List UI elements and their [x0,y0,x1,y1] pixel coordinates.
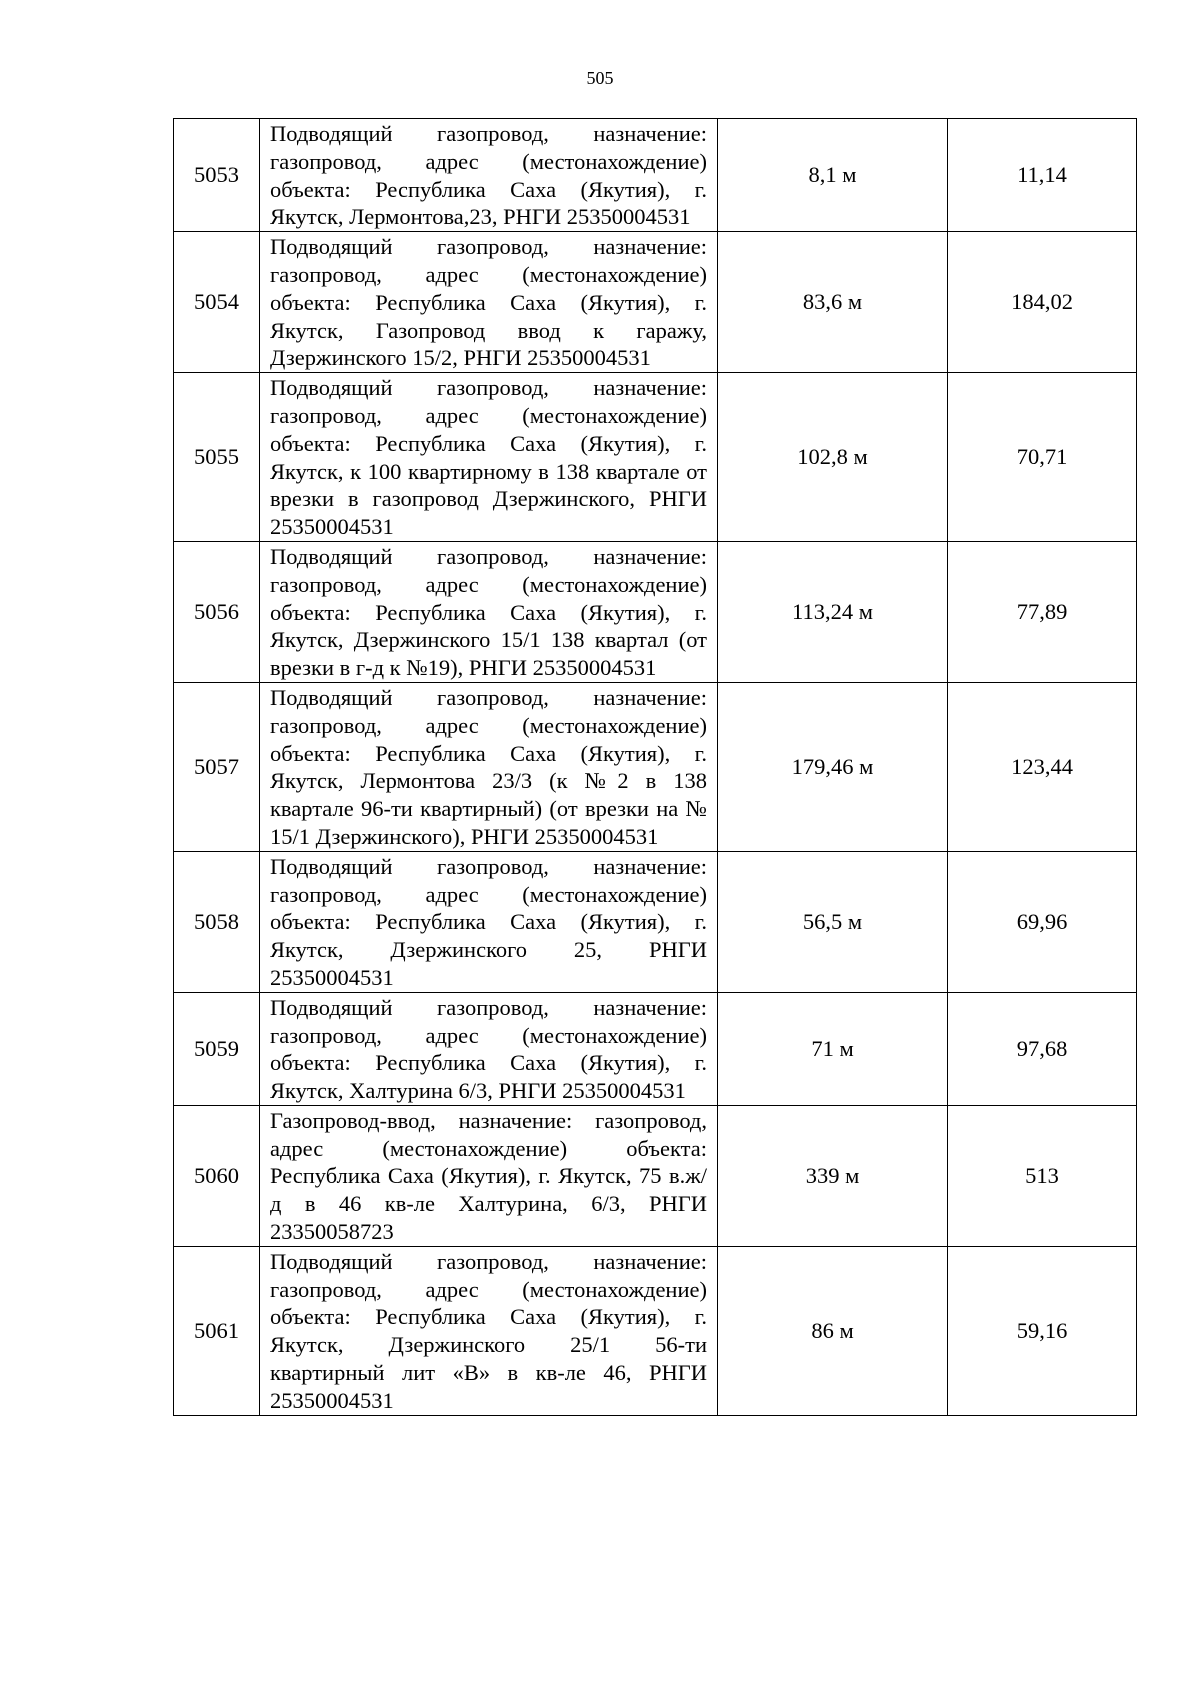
object-value: 97,68 [948,992,1137,1105]
object-length: 56,5 м [718,851,948,992]
object-description: Подводящий газопровод, назначение: газопровод, адрес (местонахождение) объекта: Республика Саха (Якутия), г. Якутск, Халтурина 6/3, РНГИ 25350004531 [260,992,718,1105]
object-value: 513 [948,1105,1137,1246]
table-row [174,541,1137,682]
object-value: 69,96 [948,851,1137,992]
object-description: Подводящий газопровод, назначение: газопровод, адрес (местонахождение) объекта: Республика Саха (Якутия), г. Якутск, Газопровод ввод к гаражу, Дзержинского 15/2, РНГИ 25350004531 [260,232,718,373]
table-row [174,1246,1137,1415]
table-row [174,1105,1137,1246]
object-value: 77,89 [948,541,1137,682]
object-value: 11,14 [948,119,1137,232]
object-description: Подводящий газопровод, назначение: газопровод, адрес (местонахождение) объекта: Республика Саха (Якутия), г. Якутск, к 100 квартирному в 138 квартале от врезки в газопровод Дзержинского, РНГИ 25350004531 [260,373,718,542]
object-value: 70,71 [948,373,1137,542]
object-description: Подводящий газопровод, назначение: газопровод, адрес (местонахождение) объекта: Республика Саха (Якутия), г. Якутск, Лермонтова,23, РНГИ 25350004531 [260,119,718,232]
registry-table [173,118,1137,1416]
object-length: 339 м [718,1105,948,1246]
object-value: 184,02 [948,232,1137,373]
table-row [174,232,1137,373]
table-row [174,851,1137,992]
object-description: Подводящий газопровод, назначение: газопровод, адрес (местонахождение) объекта: Республика Саха (Якутия), г. Якутск, Лермонтова 23/3 (к №2 в 138 квартале 96-ти квартирный) (от врезки на № 15/1 Дзержинского), РНГИ 25350004531 [260,682,718,851]
page-number: 505 [586,68,614,88]
row-number: 5058 [174,851,260,992]
row-number: 5053 [174,119,260,232]
object-description: Газопровод-ввод, назначение: газопровод, адрес (местонахождение) объекта: Республика Саха (Якутия), г. Якутск, 75 в.ж/д в 46 кв-ле Халтурина, 6/3, РНГИ 23350058723 [260,1105,718,1246]
object-length: 8,1 м [718,119,948,232]
object-value: 59,16 [948,1246,1137,1415]
object-length: 71 м [718,992,948,1105]
table-row [174,682,1137,851]
object-description: Подводящий газопровод, назначение: газопровод, адрес (местонахождение) объекта: Республика Саха (Якутия), г. Якутск, Дзержинского 25, РНГИ 25350004531 [260,851,718,992]
object-description: Подводящий газопровод, назначение: газопровод, адрес (местонахождение) объекта: Республика Саха (Якутия), г. Якутск, Дзержинского 25/1 56-ти квартирный лит «В» в кв-ле 46, РНГИ 25350004531 [260,1246,718,1415]
object-length: 102,8 м [718,373,948,542]
object-length: 83,6 м [718,232,948,373]
row-number: 5054 [174,232,260,373]
row-number: 5056 [174,541,260,682]
object-length: 113,24 м [718,541,948,682]
row-number: 5057 [174,682,260,851]
row-number: 5061 [174,1246,260,1415]
row-number: 5055 [174,373,260,542]
table-row [174,373,1137,542]
row-number: 5059 [174,992,260,1105]
object-description: Подводящий газопровод, назначение: газопровод, адрес (местонахождение) объекта: Республика Саха (Якутия), г. Якутск, Дзержинского 15/1 138 квартал (от врезки в г-д к №19), РНГИ 25350004531 [260,541,718,682]
row-number: 5060 [174,1105,260,1246]
table-row [174,119,1137,232]
table-row [174,992,1137,1105]
object-value: 123,44 [948,682,1137,851]
object-length: 86 м [718,1246,948,1415]
object-length: 179,46 м [718,682,948,851]
